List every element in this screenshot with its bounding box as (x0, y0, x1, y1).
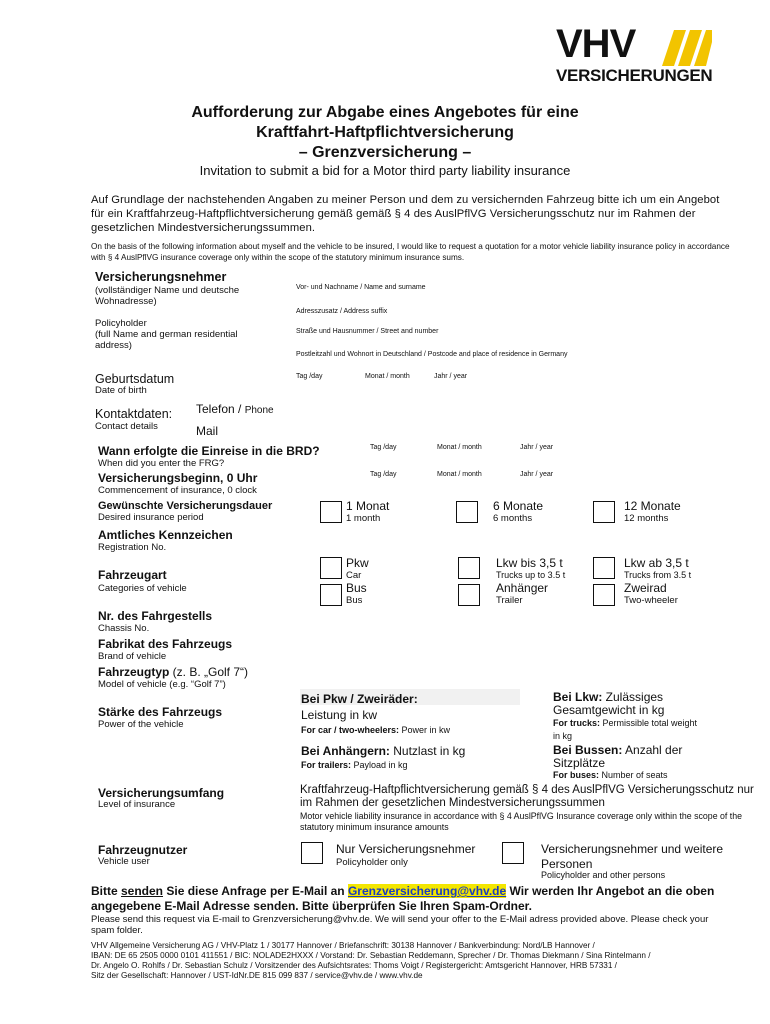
scope-label: Versicherungsumfang (98, 786, 225, 800)
period-12-de: 12 Monate (624, 499, 681, 513)
registration-label: Amtliches Kennzeichen (98, 528, 233, 542)
birth-day-field[interactable]: Tag /day (296, 373, 323, 380)
period-12-en: 12 months (624, 513, 669, 524)
power-car-title: Bei Pkw / Zweiräder: (301, 692, 418, 706)
period-1-en: 1 month (346, 513, 381, 524)
category-two-wheeler-de: Zweirad (624, 581, 667, 595)
period-6-en: 6 months (493, 513, 533, 524)
birth-year-field[interactable]: Jahr / year (434, 373, 468, 380)
power-bus-en-rest: Number of seats (599, 770, 668, 780)
user-sub: Vehicle user (98, 856, 150, 867)
vhv-logo (552, 22, 727, 85)
power-bus-de[interactable] (553, 744, 693, 770)
category-trailer-en: Trailer (496, 595, 523, 606)
power-trailer-en (301, 760, 408, 770)
street-field-label[interactable]: Straße und Hausnummer / Street and number (296, 328, 439, 335)
power-trailer-en-rest: Payload in kg (351, 760, 408, 770)
category-trailer-checkbox[interactable] (458, 584, 480, 606)
brand-label: Fabrikat des Fahrzeugs (98, 637, 233, 651)
footer-line4: Sitz der Gesellschaft: Hannover / UST-IdNr.DE 815 099 837 / service@vhv.de / www.vhv.de (91, 971, 423, 980)
model-sub: Model of vehicle (e.g. “Golf 7”) (98, 679, 226, 690)
user-opt2-en: Policyholder and other persons (541, 870, 666, 880)
power-truck-en-rest: Permissible total weight in kg (553, 718, 698, 741)
power-car-de[interactable]: Leistung in kw (301, 708, 378, 722)
power-car-en (301, 725, 450, 735)
entry-year-field[interactable]: Jahr / year (520, 444, 554, 451)
category-two-wheeler-checkbox[interactable] (593, 584, 615, 606)
period-sub: Desired insurance period (98, 512, 204, 523)
entry-day-field[interactable]: Tag /day (370, 444, 397, 451)
period-1-month-checkbox[interactable] (320, 501, 342, 523)
logo-stripes-icon (652, 30, 712, 66)
category-car-checkbox[interactable] (320, 557, 342, 579)
birth-label: Geburtsdatum (95, 372, 175, 386)
start-day-field[interactable]: Tag /day (370, 471, 397, 478)
power-sub: Power of the vehicle (98, 719, 184, 730)
category-car-en: Car (346, 570, 362, 581)
power-truck-en-b: For trucks: (553, 718, 601, 728)
power-bus-en (553, 770, 668, 780)
category-truck-large-en: Trucks from 3.5 t (624, 570, 692, 580)
scope-sub: Level of insurance (98, 799, 176, 810)
phone-field-label[interactable] (196, 402, 274, 416)
power-bus-en-b: For buses: (553, 770, 600, 780)
title-line1: Aufforderung zur Abgabe eines Angebotes für eine (191, 104, 579, 121)
policyholder-label: Versicherungsnehmer (95, 270, 227, 284)
power-trailer-de-rest: Nutzlast in kg (389, 744, 466, 758)
user-label: Fahrzeugnutzer (98, 843, 188, 857)
user-opt1-de: Nur Versicherungsnehmer (336, 842, 476, 856)
phone-label-en: Phone (244, 405, 274, 416)
period-6-de: 6 Monate (493, 499, 544, 513)
send-en: Please send this request via E-mail to Grenzversicherung@vhv.de. We will send your offer to the E-Mail adress provided above. Please check your spam folder. (91, 914, 709, 936)
footer-line2: IBAN: DE 65 2505 0000 0101 411551 / BIC: NOLADE2HXXX / Vorstand: Dr. Sebastian Reddemann, Sprecher / Dr. Thomas Diekmann / Sina Rintelmann / (91, 951, 651, 960)
category-bus-en: Bus (346, 595, 363, 606)
intro-de: Auf Grundlage der nachstehenden Angaben zu meiner Person und dem zu versichernden Fahrzeug bitte ich um ein Angebot für ein Kraftfahrzeug-Haftpflichtversicherung gemäß gemäß § 4 des AuslPflVG Versicherungsschutz nur im Rahmen der gesetzlichen Mindestversicherungssummen. (91, 194, 720, 234)
start-label: Versicherungsbeginn, 0 Uhr (98, 471, 258, 485)
registration-sub: Registration No. (98, 542, 167, 553)
category-truck-small-checkbox[interactable] (458, 557, 480, 579)
address-suffix-field-label[interactable]: Adresszusatz / Address suffix (296, 308, 388, 315)
scope-de: Kraftfahrzeug-Haftpflichtversicherung gemäß § 4 des AuslPflVG Versicherungsschutz nur im Rahmen der gesetzlichen Mindestversicherungssummen (300, 784, 754, 809)
period-1-de: 1 Monat (346, 499, 390, 513)
power-truck-de-rest: Zulässiges Gesamtgewicht in kg (553, 690, 665, 717)
category-truck-large-checkbox[interactable] (593, 557, 615, 579)
period-label: Gewünschte Versicherungsdauer (98, 500, 273, 512)
user-opt1-en: Policyholder only (336, 857, 408, 868)
model-label-extra: (z. B. „Golf 7“) (169, 665, 249, 679)
category-truck-small-de: Lkw bis 3,5 t (496, 556, 563, 570)
birth-month-field[interactable]: Monat / month (365, 373, 410, 380)
entry-sub: When did you enter the FRG? (98, 458, 225, 469)
postcode-field-label[interactable]: Postleitzahl und Wohnort in Deutschland / Postcode and place of residence in Germany (296, 351, 568, 358)
chassis-sub: Chassis No. (98, 623, 150, 634)
entry-month-field[interactable]: Monat / month (437, 444, 482, 451)
birth-sub: Date of birth (95, 385, 147, 396)
power-truck-title: Bei Lkw: (553, 690, 603, 704)
entry-label: Wann erfolgte die Einreise in die BRD? (98, 444, 320, 458)
category-truck-small-en: Trucks up to 3.5 t (496, 570, 566, 580)
send-pre: Bitte (91, 884, 121, 898)
policyholder-sub-de: (vollständiger Name und deutsche Wohnadresse) (95, 285, 240, 307)
model-label-main: Fahrzeugtyp (98, 665, 170, 679)
send-request-text (91, 884, 731, 914)
category-truck-large-de: Lkw ab 3,5 t (624, 556, 689, 570)
title-line2: Kraftfahrt-Haftpflichtversicherung (256, 124, 514, 141)
user-policyholder-and-others-checkbox[interactable] (502, 842, 524, 864)
footer-line3: Dr. Angelo O. Rohlfs / Dr. Sebastian Schulz / Vorsitzender des Aufsichtsrates: Thoms Voigt / Registergericht: Amtsgericht Hannover, HRB 57331 / (91, 961, 617, 970)
policyholder-sub-en-title: Policyholder (95, 318, 147, 329)
brand-sub: Brand of vehicle (98, 651, 167, 662)
category-sub: Categories of vehicle (98, 583, 187, 594)
send-senden: senden (121, 884, 164, 898)
power-trailer-en-b: For trailers: (301, 760, 352, 770)
category-bus-de: Bus (346, 581, 367, 595)
send-post: Wir werden Ihr Angebot an die oben angegebene E-Mail Adresse senden. Bitte überprüfen Sie Ihren Spam-Ordner. (91, 884, 715, 913)
start-month-field[interactable]: Monat / month (437, 471, 482, 478)
power-bus-title: Bei Bussen: (553, 743, 623, 757)
contact-sub: Contact details (95, 421, 158, 432)
intro-en: On the basis of the following information about myself and the vehicle to be insured, I would like to request a quotation for a motor vehicle liability insurance policy in accordance with § 4 AuslPflVG insurance coverage only within the scope of the statutory minimum insurance sums. (91, 242, 730, 262)
start-sub: Commencement of insurance, 0 clock (98, 485, 257, 496)
category-bus-checkbox[interactable] (320, 584, 342, 606)
send-mid: Sie diese Anfrage per E-Mail an (163, 884, 348, 898)
title-subtitle: Invitation to submit a bid for a Motor third party liability insurance (199, 163, 571, 178)
power-car-en-rest: Power in kw (399, 725, 451, 735)
power-trailer-de[interactable] (301, 744, 465, 758)
user-policyholder-only-checkbox[interactable] (301, 842, 323, 864)
contact-label: Kontaktdaten: (95, 407, 173, 421)
name-field-label[interactable]: Vor- und Nachname / Name and surname (296, 284, 426, 291)
model-label (98, 665, 248, 679)
email-link[interactable]: Grenzversicherung@vhv.de (347, 884, 507, 898)
footer-line1: VHV Allgemeine Versicherung AG / VHV-Platz 1 / 30177 Hannover / Briefanschrift: 30138 Hannover / Bankverbindung: Nord/LB Hannover / (91, 941, 595, 950)
category-label: Fahrzeugart (98, 568, 167, 582)
chassis-label: Nr. des Fahrgestells (98, 609, 213, 623)
start-year-field[interactable]: Jahr / year (520, 471, 554, 478)
power-truck-en (553, 717, 703, 743)
phone-label-de: Telefon / (196, 402, 245, 416)
power-bus-de-rest: Anzahl der Sitzplätze (553, 743, 683, 770)
category-two-wheeler-en: Two-wheeler (624, 595, 678, 606)
category-car-de: Pkw (346, 556, 369, 570)
logo-brand: VHV (556, 22, 636, 66)
title-line3: – Grenzversicherung – (298, 144, 472, 161)
period-12-months-checkbox[interactable] (593, 501, 615, 523)
logo-sub: VERSICHERUNGEN (556, 66, 713, 85)
power-label: Stärke des Fahrzeugs (98, 705, 223, 719)
category-trailer-de: Anhänger (496, 581, 549, 595)
period-6-months-checkbox[interactable] (456, 501, 478, 523)
power-trailer-title: Bei Anhängern: (301, 744, 390, 758)
power-car-en-b: For car / two-wheelers: (301, 725, 400, 735)
policyholder-sub-en: (full Name and german residential address) (95, 329, 238, 351)
user-opt2-de: Versicherungsnehmer und weitere Personen (541, 842, 724, 871)
scope-en: Motor vehicle liability insurance in accordance with § 4 AuslPflVG Insurance coverage only within the scope of the statutory minimum insurance amounts (300, 811, 743, 832)
power-truck-de[interactable] (553, 691, 713, 717)
mail-field-label[interactable]: Mail (196, 424, 219, 438)
